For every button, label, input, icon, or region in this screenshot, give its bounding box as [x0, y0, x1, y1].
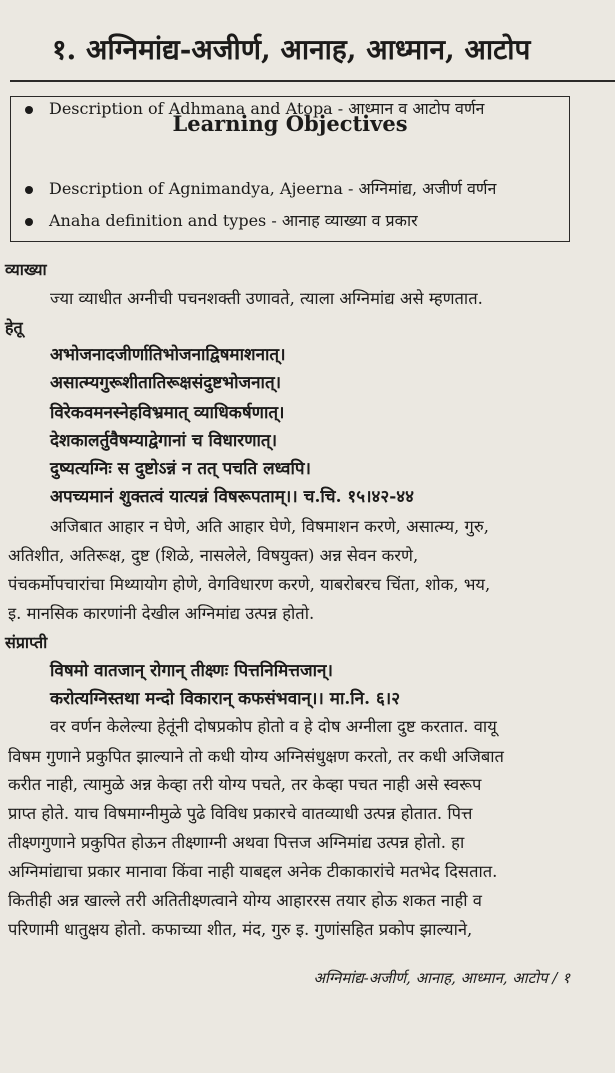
verse-line: असात्म्यगुरूशीतातिरूक्षसंदुष्टभोजनात्। [50, 373, 282, 393]
paragraph-line: कितीही अन्न खाल्ले तरी अतितीक्ष्णत्वाने योग्य आहाररस तयार होऊ शकत नाही व [8, 891, 482, 910]
bullet-icon [25, 218, 33, 226]
bullet-icon [25, 186, 33, 194]
verse-line: विरेकवमनस्नेहविभ्रमात् व्याधिकर्षणात्। [50, 403, 285, 423]
paragraph-line: करीत नाही, त्यामुळे अन्न केव्हा तरी योग्य पचते, तर केव्हा पचत नाही असे स्वरूप [8, 775, 482, 794]
verse-line: विषमो वातजान् रोगान् तीक्ष्णः पित्तनिमित्तजान्। [50, 661, 333, 681]
paragraph-line: वर वर्णन केलेल्या हेतूंनी दोषप्रकोप होतो व हे दोष अग्नीला दुष्ट करतात. वायू [50, 717, 497, 736]
learning-objectives-box [10, 96, 570, 242]
chapter-title: १. अग्निमांद्य-अजीर्ण, आनाह, आध्मान, आटोप [52, 33, 531, 66]
running-footer: अग्निमांद्य-अजीर्ण, आनाह, आध्मान, आटोप / १ [313, 969, 570, 987]
objective-text: Anaha definition and types - आनाह व्याख्या व प्रकार [49, 211, 418, 230]
verse-line: अभोजनादजीर्णातिभोजनाद्विषमाशनात्। [50, 345, 286, 365]
paragraph-line: परिणामी धातुक्षय होतो. कफाच्या शीत, मंद, गुरु इ. गुणांसहित प्रकोप झाल्याने, [8, 920, 473, 939]
verse-line: दुष्यत्यग्निः स दुष्टोऽन्नं न तत् पचति लध्वपि। [50, 459, 311, 479]
verse-line: देशकालर्तुवैषम्याद्वेगानां च विधारणात्। [50, 431, 278, 451]
paragraph-line: विषम गुणाने प्रकुपित झाल्याने तो कधी योग्य अग्निसंधुक्षण करतो, तर कधी अजिबात [8, 747, 504, 766]
objective-text: Description of Agnimandya, Ajeerna - अग्निमांद्य, अजीर्ण वर्णन [49, 179, 497, 198]
section-label-vyakhya: व्याख्या [5, 260, 47, 279]
paragraph-line: इ. मानसिक कारणांनी देखील अग्निमांद्य उत्पन्न होतो. [8, 604, 315, 623]
section-label-hetu: हेतू [5, 318, 23, 337]
objective-item [25, 209, 418, 231]
verse-line-citation: करोत्यग्निस्तथा मन्दो विकारान् कफसंभवान्।। मा.नि. ६।२ [50, 689, 401, 709]
objective-item [25, 97, 484, 119]
paragraph-line: अतिशीत, अतिरूक्ष, दुष्ट (शिळे, नासलेले, विषयुक्त) अन्न सेवन करणे, [8, 546, 419, 565]
objective-item [25, 177, 496, 199]
paragraph-line: अग्निमांद्याचा प्रकार मानावा किंवा नाही याबद्दल अनेक टीकाकारांचे मतभेद दिसतात. [8, 862, 498, 881]
bullet-icon [25, 106, 33, 114]
paragraph-line: प्राप्त होते. याच विषमाग्नीमुळे पुढे विविध प्रकारचे वातव्याधी उत्पन्न होतात. पित्त [8, 804, 473, 823]
section-label-samprapti: संप्राप्ती [5, 633, 48, 652]
vyakhya-text: ज्या व्याधीत अग्नीची पचनशक्ती उणावते, त्याला अग्निमांद्य असे म्हणतात. [50, 289, 483, 308]
objective-text: Description of Adhmana and Atopa - आध्मान व आटोप वर्णन [49, 99, 485, 118]
paragraph-line: अजिबात आहार न घेणे, अति आहार घेणे, विषमाशन करणे, असात्म्य, गुरु, [50, 517, 489, 536]
paragraph-line: तीक्ष्णगुणाने प्रकुपित होऊन तीक्ष्णाग्नी अथवा पित्तज अग्निमांद्य उत्पन्न होतो. हा [8, 833, 465, 852]
verse-line-citation: अपच्यमानं शुक्तत्वं यात्यन्नं विषरूपताम्।। च.चि. १५।४२-४४ [50, 487, 414, 507]
learning-objectives-heading: Learning Objectives [172, 111, 408, 136]
title-divider [10, 80, 615, 82]
paragraph-line: पंचकर्मोपचारांचा मिथ्यायोग होणे, वेगविधारण करणे, याबरोबरच चिंता, शोक, भय, [8, 575, 491, 594]
